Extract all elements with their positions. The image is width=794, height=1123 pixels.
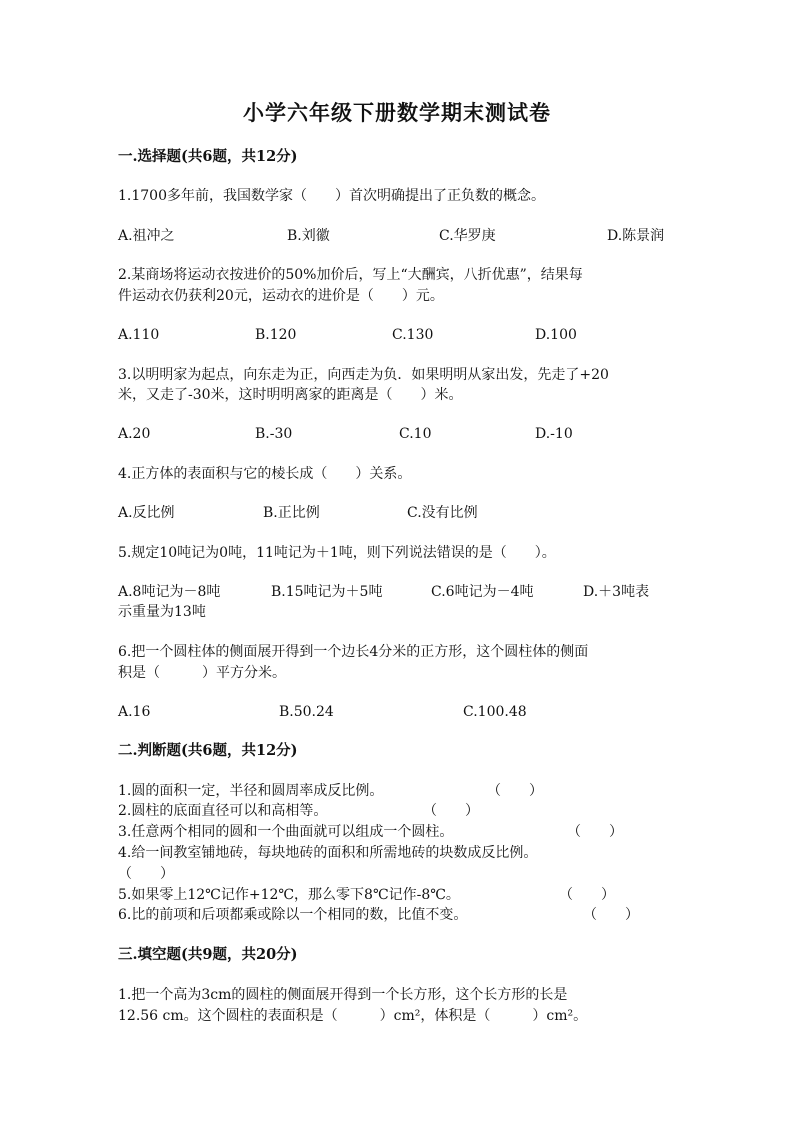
question-1-option-a: A.祖冲之 [118,228,175,244]
question-2-option-b: B.120 [255,327,297,343]
judgment-6-bracket[interactable]: （ ） [583,907,639,923]
section-heading-judgment: 二.判断题(共6题，共12分) [118,742,298,759]
question-5-text: 5.规定10吨记为0吨，11吨记为＋1吨，则下列说法错误的是（ ）。 [118,545,556,561]
question-2-text: 2.某商场将运动衣按进价的50%加价后，写上“大酬宾，八折优惠”，结果每 [118,267,583,283]
question-3-option-a: A.20 [118,426,151,442]
judgment-3-bracket[interactable]: （ ） [567,824,623,840]
judgment-4-bracket[interactable]: （ ） [118,866,174,882]
judgment-5-text: 5.如果零上12℃记作+12℃，那么零下8℃记作-8℃。 [118,887,460,903]
question-2-option-c: C.130 [392,327,434,343]
question-5-option-a: A.8吨记为－8吨 [118,584,221,600]
question-6-option-b: B.50.24 [279,704,334,720]
judgment-6-text: 6.比的前项和后项都乘或除以一个相同的数，比值不变。 [118,907,468,923]
judgment-2-text: 2.圆柱的底面直径可以和高相等。 [118,803,328,819]
question-4-option-a: A.反比例 [118,505,175,521]
question-4-option-c: C.没有比例 [407,505,478,521]
question-6-option-c: C.100.48 [463,704,527,720]
question-5-option-d-cont: 示重量为13吨 [118,604,206,620]
question-5-option-c: C.6吨记为－4吨 [431,584,534,600]
question-6-text: 6.把一个圆柱体的侧面展开得到一个边长4分米的正方形，这个圆柱体的侧面 [118,644,589,660]
judgment-1-text: 1.圆的面积一定，半径和圆周率成反比例。 [118,783,384,799]
judgment-2-bracket[interactable]: （ ） [423,803,479,819]
question-2-option-d: D.100 [535,327,577,343]
judgment-5-bracket[interactable]: （ ） [559,887,615,903]
question-4-option-b: B.正比例 [263,505,320,521]
question-1-option-c: C.华罗庚 [439,228,496,244]
question-3-option-c: C.10 [399,426,432,442]
question-5-option-d: D.＋3吨表 [583,584,650,600]
fill-blank-1-text: 1.把一个高为3cm的圆柱的侧面展开得到一个长方形，这个长方形的长是 [118,987,568,1003]
question-1-option-d: D.陈景润 [607,228,665,244]
question-6-text-cont: 积是（ ）平方分米。 [118,665,286,681]
section-heading-choice: 一.选择题(共6题，共12分) [118,148,298,165]
question-3-text: 3.以明明家为起点，向东走为正，向西走为负．如果明明从家出发，先走了+20 [118,367,609,383]
question-3-option-b: B.-30 [255,426,293,442]
question-1-option-b: B.刘徽 [287,228,330,244]
question-2-option-a: A.110 [118,327,160,343]
judgment-3-text: 3.任意两个相同的圆和一个曲面就可以组成一个圆柱。 [118,824,454,840]
question-3-option-d: D.-10 [535,426,573,442]
section-heading-fill-blank: 三.填空题(共9题，共20分) [118,946,298,963]
judgment-4-text: 4.给一间教室铺地砖，每块地砖的面积和所需地砖的块数成反比例。 [118,845,538,861]
page-title: 小学六年级下册数学期末测试卷 [243,100,551,125]
fill-blank-1-text-cont: 12.56 cm。这个圆柱的表面积是（ ）cm²，体积是（ ）cm²。 [118,1008,588,1024]
question-5-option-b: B.15吨记为＋5吨 [271,584,383,600]
question-3-text-cont: 米，又走了-30米，这时明明离家的距离是（ ）米。 [118,387,463,403]
question-2-text-cont: 件运动衣仍获利20元，运动衣的进价是（ ）元。 [118,288,444,304]
judgment-1-bracket[interactable]: （ ） [487,783,543,799]
question-6-option-a: A.16 [118,704,151,720]
question-1-text: 1.1700多年前，我国数学家（ ）首次明确提出了正负数的概念。 [118,188,545,204]
question-4-text: 4.正方体的表面积与它的棱长成（ ）关系。 [118,466,412,482]
